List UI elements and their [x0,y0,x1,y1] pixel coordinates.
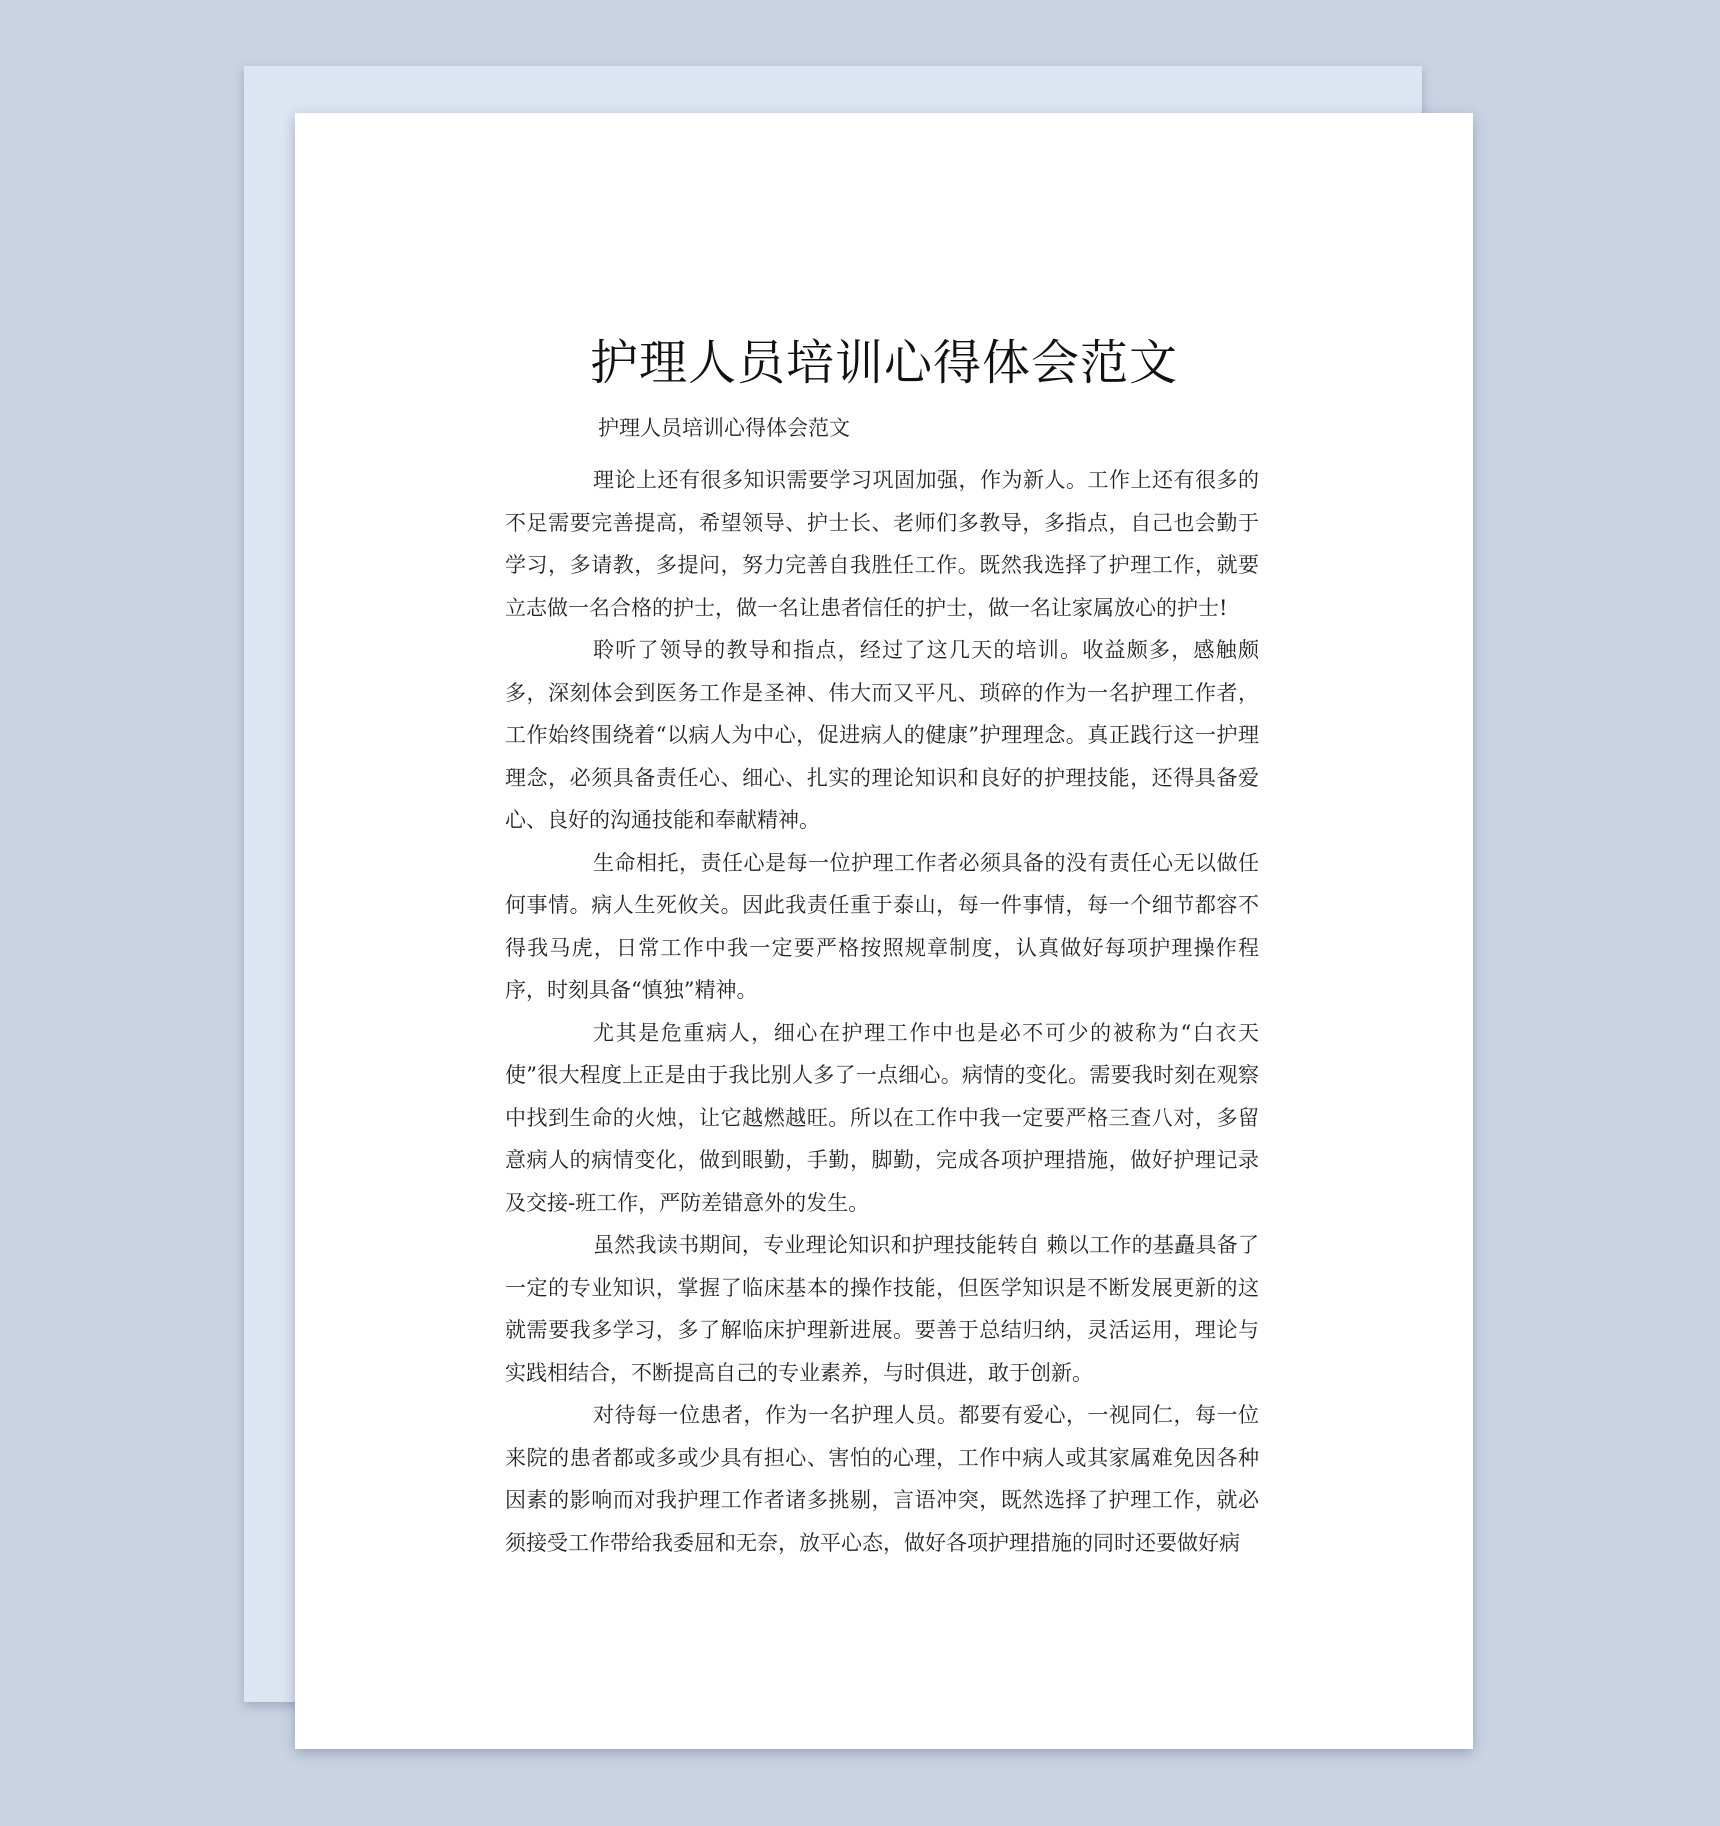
paragraph-5: 虽然我读书期间，专业理论知识和护理技能转自 赖以工作的基矗具备了一定的专业知识，掌握了临床基本的操作技能，但医学知识是不断发展更新的这就需要我多学习，多了解临床护理新进展。要善于总结归纳，灵活运用，理论与实践相结合，不断提高自己的专业素养，与时俱进，敢于创新。 [505,1233,1259,1385]
paragraph-3: 生命相托，责任心是每一位护理工作者必须具备的没有责任心无以做任何事情。病人生死攸关。因此我责任重于泰山，每一件事情，每一个细节都容不得我马虎，日常工作中我一定要严格按照规章制度，认真做好每项护理操作程序，时刻具备“慎独”精神。 [505,850,1259,1002]
paragraph-6: 对待每一位患者，作为一名护理人员。都要有爱心，一视同仁，每一位来院的患者都或多或少具有担心、害怕的心理，工作中病人或其家属难免因各种因素的影响而对我护理工作者诸多挑剔，言语冲突，既然选择了护理工作，就必须接受工作带给我委屈和无奈，放平心态，做好各项护理措施的同时还要做好病 [505,1403,1259,1555]
paragraph-4: 尤其是危重病人，细心在护理工作中也是必不可少的被称为“白衣天使”很大程度上正是由于我比别人多了一点细心。病情的变化。需要我时刻在观察中找到生命的火烛，让它越燃越旺。所以在工作中我一定要严格三查八对，多留意病人的病情变化，做到眼勤，手勤，脚勤，完成各项护理措施，做好护理记录及交接-班工作，严防差错意外的发生。 [505,1020,1259,1215]
document-subtitle: 护理人员培训心得体会范文 [598,416,850,440]
paragraph-2: 聆听了领导的教导和指点，经过了这几天的培训。收益颇多，感触颇多，深刻体会到医务工作是圣神、伟大而又平凡、琐碎的作为一名护理工作者，工作始终围绕着“以病人为中心，促进病人的健康”护理理念。真正践行这一护理理念，必须具备责任心、细心、扎实的理论知识和良好的护理技能，还得具备爱心、良好的沟通技能和奉献精神。 [505,638,1259,832]
document-title: 护理人员培训心得体会范文 [589,335,1178,391]
front-page-sheet [295,113,1473,1749]
paragraph-1: 理论上还有很多知识需要学习巩固加强，作为新人。工作上还有很多的不足需要完善提高，希望领导、护士长、老师们多教导，多指点，自己也会勤于学习，多请教，多提问，努力完善自我胜任工作。既然我选择了护理工作，就要立志做一名合格的护士，做一名让患者信任的护士，做一名让家属放心的护士! [505,468,1259,620]
document-body [505,459,1259,1564]
